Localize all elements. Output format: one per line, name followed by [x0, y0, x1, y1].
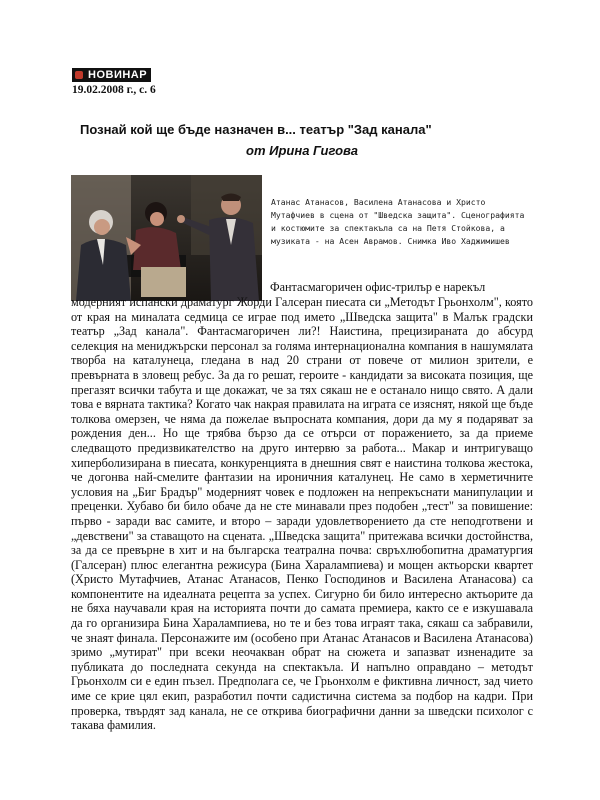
article-body: модерният испански драматург Жорди Галсеран пиесата си „Методът Грьонхолм", която от края на миналата седмица се играе под името „Шведска защита" в Малък градски театър „Зад канала". Фантасмагоричен ли?! Наистина, прецизираната до абсурд селекция на мениджърски персонал за голяма интернационална компания в нашумялата творба на каталунеца, гледана в над 20 страни от повече от милион зрители, е превърната в зловещ ребус. За да го решат, героите - кандидати за високата позиция, ще прегазят всички табута и ще докажат, че за тях сякаш не е останало нищо свято. А дали това е вярната тактика? Когато чак накрая правилата на играта се изяснят, някой ще бъде толкова омерзен, че няма да пожелае въпросната компания, дори да му я подаряват за рождения ден... Но ще трябва бързо да се отърси от поражението, за да приеме следващото предизвикателство на друго интервю за работа... Макар и интригуващо хиперболизирана в пиесата, конкуренцията в днешния свят е наистина толкова жестока, че догонва най-смелите фантазии на ироничния каталунец. Не само в херметичните условия на „Биг Брадър" модерният човек е подложен на непрекъснати манипулации и преценки. Хубаво би било обаче да не сте минавали през подобен „тест" за повишение: първо - заради вас самите, и второ – заради удовлетворението да сте неподготвени и „девствени" за ставащото на сцената. „Шведска защита" притежава всички достойнства, за да се превърне в хит и на българска театрална почва: свръхлюбопитна драматургия (Галсеран) плюс елегантна режисура (Бина Харалампиева) и мощен актьорски квартет (Христо Мутафчиев, Атанас Атанасов, Пенко Господинов и Василена Атанасова) са компонентите на идеалната рецепта за успех. Сигурно би било интересно актьорите да не бяха научавали края на историята почти до самата премиера, както се е изкушавала да го организира Бина Харалампиева, но те и без това играят така, сякаш са забравили, че знаят финала. Персонажите им (особено при Атанас Атанасов и Василена Атанасова) зримо „мутират" при всеки неочакван обрат на сюжета и запазват изненадите за публиката до последната секунда на спектакъла. И напълно оправдано – методът Грьонхолм си е един пъзел. Предполага се, че Грьонхолм е фиктивна личност, зад чието име се крие цял екип, разработил почти садистична система за подбор на кадри. При проверка, твърдят зад канала, не се открива биографични данни за шведски психолог с такава фамилия.	[71, 295, 533, 733]
dateline: 19.02.2008 г., с. 6	[72, 84, 156, 96]
article-first-line: Фантасмагоричен офис-трилър е нарекъл	[270, 280, 486, 294]
theatre-scene-photo	[71, 175, 262, 301]
logo-text: НОВИНАР	[86, 68, 151, 82]
newspaper-logo	[72, 68, 151, 82]
article-headline: Познай кой ще бъде назначен в... театър "Зад канала"	[80, 122, 432, 137]
logo-mark-icon	[72, 68, 86, 82]
photo-illustration	[71, 175, 262, 301]
photo-caption: Атанас Атанасов, Василена Атанасова и Христо Мутафчиев в сцена от "Шведска защита". Сценографията и костюмите за спектакъла са на Петя Стойкова, а музиката - на Асен Аврамов. Снимка Иво Хаджимишев	[271, 197, 525, 246]
article-byline: от Ирина Гигова	[246, 143, 358, 158]
